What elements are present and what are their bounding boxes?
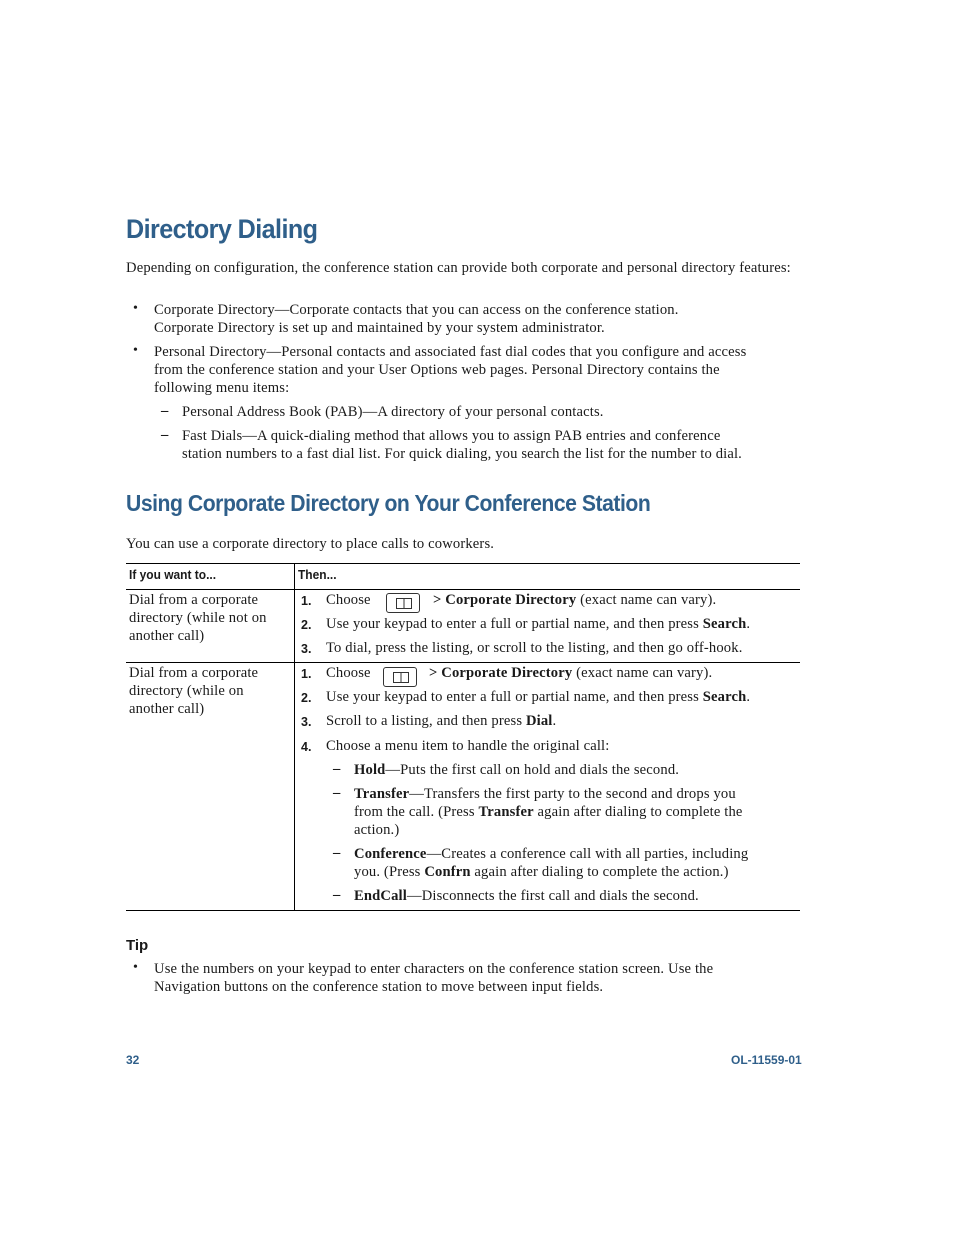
step-text: Choose bbox=[326, 592, 371, 608]
bullet-text: following menu items: bbox=[154, 380, 290, 396]
directory-book-icon bbox=[386, 593, 420, 613]
document-number: OL-11559-01 bbox=[731, 1053, 802, 1067]
step-text: you. (Press bbox=[354, 864, 425, 880]
step-text: —Transfers the first party to the second and drops you bbox=[409, 786, 736, 802]
table-rule-header bbox=[126, 589, 800, 590]
softkey-label: Hold bbox=[354, 762, 386, 778]
step-text: action.) bbox=[354, 822, 400, 838]
step-number: 1. bbox=[301, 667, 312, 681]
step-number: 2. bbox=[301, 691, 312, 705]
step-text: from the call. (Press bbox=[354, 804, 479, 820]
table-cell-want: directory (while not on bbox=[129, 610, 267, 626]
step-text: Use your keypad to enter a full or partial name, and then press bbox=[326, 616, 703, 632]
intro-paragraph: Depending on configuration, the conference station can provide both corporate and personal directory features: bbox=[126, 260, 791, 276]
step-text: —Creates a conference call with all parties, including bbox=[426, 846, 749, 862]
page-number: 32 bbox=[126, 1053, 140, 1067]
table-rule-top bbox=[126, 563, 800, 564]
sub-bullet-text: station numbers to a fast dial list. For quick dialing, you search the list for the number to dial. bbox=[182, 446, 742, 462]
sub-bullet-text: Fast Dials—A quick-dialing method that allows you to assign PAB entries and conference bbox=[182, 428, 721, 444]
dash-icon: – bbox=[161, 403, 169, 419]
directory-book-icon bbox=[383, 667, 417, 687]
table-rule-row bbox=[126, 662, 800, 663]
step-text: Choose bbox=[326, 665, 371, 681]
softkey-label: Search bbox=[702, 616, 747, 632]
softkey-label: > Corporate Directory bbox=[429, 665, 573, 681]
step-number: 3. bbox=[301, 715, 312, 729]
page-title: Directory Dialing bbox=[126, 214, 318, 244]
table-cell-want: another call) bbox=[129, 701, 205, 717]
table-cell-want: Dial from a corporate bbox=[129, 592, 259, 608]
softkey-label: EndCall bbox=[354, 888, 407, 904]
bullet-text: Corporate Directory is set up and maintained by your system administrator. bbox=[154, 320, 605, 336]
dash-icon: – bbox=[161, 427, 169, 443]
dash-icon: – bbox=[333, 887, 341, 903]
tip-label: Tip bbox=[126, 937, 149, 954]
step-text: Scroll to a listing, and then press bbox=[326, 713, 526, 729]
step-text: (exact name can vary). bbox=[576, 665, 713, 681]
table-column-divider bbox=[294, 563, 295, 910]
step-number: 2. bbox=[301, 618, 312, 632]
bullet-text: from the conference station and your User Options web pages. Personal Directory contains the bbox=[154, 362, 720, 378]
section-heading: Using Corporate Directory on Your Conference Station bbox=[126, 490, 651, 516]
table-header-then: Then... bbox=[298, 567, 337, 582]
step-text: To dial, press the listing, or scroll to the listing, and then go off-hook. bbox=[326, 640, 743, 656]
table-cell-want: directory (while on bbox=[129, 683, 244, 699]
bullet-text: Personal Directory—Personal contacts and associated fast dial codes that you configure and access bbox=[154, 344, 747, 360]
softkey-label: Search bbox=[702, 689, 747, 705]
step-text: —Puts the first call on hold and dials the second. bbox=[385, 762, 680, 778]
bullet-icon: • bbox=[133, 960, 138, 975]
softkey-label: Transfer bbox=[354, 786, 410, 802]
softkey-label: Confrn bbox=[424, 864, 471, 880]
bullet-icon: • bbox=[133, 301, 138, 316]
step-text: again after dialing to complete the action.) bbox=[470, 864, 729, 880]
bullet-text: Corporate Directory—Corporate contacts that you can access on the conference station. bbox=[154, 302, 679, 318]
step-text: Use your keypad to enter a full or partial name, and then press bbox=[326, 689, 703, 705]
table-cell-want: another call) bbox=[129, 628, 205, 644]
table-cell-want: Dial from a corporate bbox=[129, 665, 259, 681]
sub-bullet-text: Personal Address Book (PAB)—A directory of your personal contacts. bbox=[182, 404, 604, 420]
softkey-label: > Corporate Directory bbox=[433, 592, 577, 608]
step-number: 1. bbox=[301, 594, 312, 608]
softkey-label: Transfer bbox=[478, 804, 534, 820]
step-number: 4. bbox=[301, 740, 312, 754]
softkey-label: Conference bbox=[354, 846, 427, 862]
table-header-want: If you want to... bbox=[129, 567, 217, 582]
step-text: again after dialing to complete the bbox=[533, 804, 743, 820]
step-text: —Disconnects the first call and dials the second. bbox=[406, 888, 699, 904]
dash-icon: – bbox=[333, 761, 341, 777]
step-text: (exact name can vary). bbox=[580, 592, 717, 608]
step-text: Choose a menu item to handle the original call: bbox=[326, 738, 610, 754]
tip-text: Navigation buttons on the conference station to move between input fields. bbox=[154, 979, 604, 995]
tip-text: Use the numbers on your keypad to enter characters on the conference station screen. Use the bbox=[154, 961, 714, 977]
section-intro: You can use a corporate directory to place calls to coworkers. bbox=[126, 536, 495, 552]
table-rule-bottom bbox=[126, 910, 800, 911]
dash-icon: – bbox=[333, 785, 341, 801]
dash-icon: – bbox=[333, 845, 341, 861]
step-number: 3. bbox=[301, 642, 312, 656]
softkey-label: Dial bbox=[525, 713, 553, 729]
bullet-icon: • bbox=[133, 343, 138, 358]
